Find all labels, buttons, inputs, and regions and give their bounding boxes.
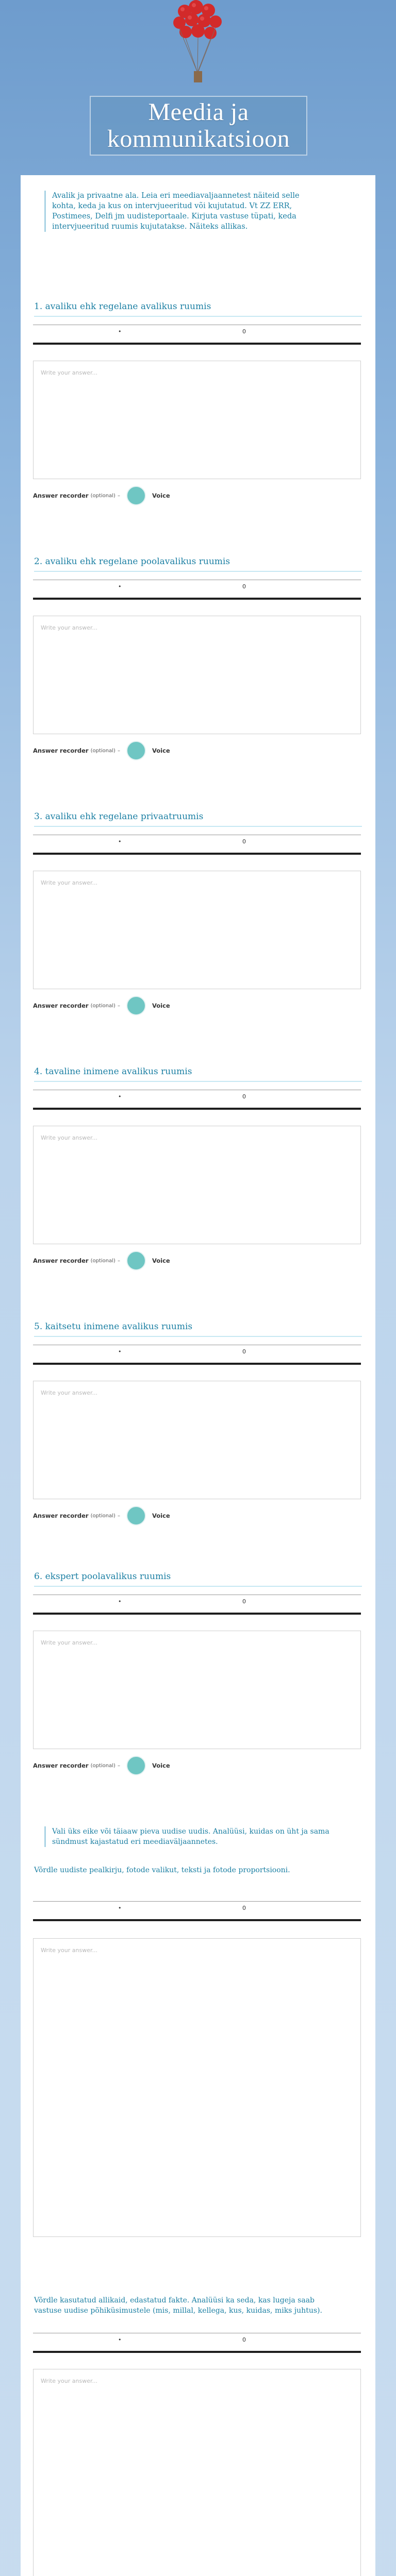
ruler-mark: 0 <box>242 328 246 335</box>
voice-label: Voice <box>152 492 170 499</box>
optional-label: (optional) <box>90 1762 116 1769</box>
ruler-mark: 0 <box>242 1598 246 1605</box>
ruler-7 <box>33 1901 361 1921</box>
ruler-mark: • <box>118 1598 122 1605</box>
answer-textarea-4[interactable]: Write your answer... <box>33 1126 361 1244</box>
ruler-mark: • <box>118 328 122 335</box>
dash: – <box>117 1003 120 1009</box>
section-title-5: 5. kaitsetu inimene avalikus ruumis <box>34 1321 193 1332</box>
prompt-sources-facts: Võrdle kasutatud allikaid, edastatud fakte. Analüüsi ka seda, kas lugeja saab vastuse uudise põhiküsimustele (mis, millal, kellega, kus, kuidas, miks juhtus). <box>34 2296 322 2315</box>
answer-textarea-8[interactable]: Write your answer... <box>33 2369 361 2576</box>
ruler-mark: • <box>118 2336 122 2343</box>
optional-label: (optional) <box>90 1003 116 1009</box>
answer-textarea-2[interactable]: Write your answer... <box>33 616 361 734</box>
answer-recorder-2[interactable] <box>33 741 170 760</box>
voice-label: Voice <box>152 1512 170 1519</box>
ruler-mark: 0 <box>242 2336 246 2343</box>
ruler-mark: 0 <box>242 838 246 845</box>
record-button[interactable] <box>126 1506 146 1526</box>
optional-label: (optional) <box>90 748 116 754</box>
section-title-2: 2. avaliku ehk regelane poolavalikus ruumis <box>34 556 230 567</box>
dash: – <box>117 493 120 499</box>
answer-textarea-5[interactable]: Write your answer... <box>33 1381 361 1499</box>
answer-textarea-6[interactable]: Write your answer... <box>33 1631 361 1749</box>
answer-recorder-3[interactable] <box>33 996 170 1015</box>
dash: – <box>117 1258 120 1264</box>
voice-label: Voice <box>152 1762 170 1769</box>
answer-recorder-label: Answer recorder <box>33 1762 89 1769</box>
dash: – <box>117 1513 120 1519</box>
ruler-mark: • <box>118 583 122 590</box>
optional-label: (optional) <box>90 1513 116 1519</box>
ruler-mark: 0 <box>242 1093 246 1100</box>
ruler-3 <box>33 835 361 855</box>
ruler-6 <box>33 1595 361 1615</box>
answer-textarea-3[interactable]: Write your answer... <box>33 871 361 989</box>
ruler-mark: • <box>118 1905 122 1911</box>
voice-label: Voice <box>152 747 170 754</box>
optional-label: (optional) <box>90 493 116 499</box>
optional-label: (optional) <box>90 1258 116 1264</box>
ruler-2 <box>33 580 361 600</box>
ruler-mark: • <box>118 1348 122 1355</box>
answer-recorder-label: Answer recorder <box>33 747 89 754</box>
dash: – <box>117 1762 120 1769</box>
ruler-mark: • <box>118 838 122 845</box>
ruler-mark: 0 <box>242 1905 246 1911</box>
ruler-mark: 0 <box>242 583 246 590</box>
answer-textarea-1[interactable]: Write your answer... <box>33 361 361 479</box>
voice-label: Voice <box>152 1257 170 1264</box>
section-title-6: 6. ekspert poolavalikus ruumis <box>34 1571 171 1582</box>
section-title-4: 4. tavaline inimene avalikus ruumis <box>34 1066 192 1077</box>
answer-recorder-label: Answer recorder <box>33 1512 89 1519</box>
ruler-1 <box>33 325 361 345</box>
answer-textarea-7[interactable]: Write your answer... <box>33 1938 361 2237</box>
page-title-box <box>90 96 307 156</box>
record-button[interactable] <box>126 1251 146 1270</box>
record-button[interactable] <box>126 996 146 1015</box>
record-button[interactable] <box>126 486 146 505</box>
prompt-headlines-photos: Võrdle uudiste pealkirju, fotode valikut, teksti ja fotode proportsiooni. <box>34 1866 290 1874</box>
ruler-8 <box>33 2333 361 2353</box>
balloons-illustration <box>165 0 231 88</box>
record-button[interactable] <box>126 1756 146 1775</box>
ruler-mark: 0 <box>242 1348 246 1355</box>
ruler-mark: • <box>118 1093 122 1100</box>
section-title-3: 3. avaliku ehk regelane privaatruumis <box>34 811 204 822</box>
prompt-news-comparison: Vali üks eike või täiaaw pieva uudise uudis. Analüüsi, kuidas on üht ja sama sündmust kajastatud eri meediaväljaannetes. <box>44 1826 341 1847</box>
ruler-4 <box>33 1090 361 1110</box>
intro-text: Avalik ja privaatne ala. Leia eri meediavaljaannetest näiteid selle kohta, keda ja kus on intervjueeritud või kujutatud. Vt ZZ ERR, Postimees, Delfi jm uudisteportaale. Kirjuta vastuse tüpati, keda intervjueeritud ruumis kujutatakse. Näiteks allikas. <box>44 191 320 232</box>
answer-recorder-5[interactable] <box>33 1506 170 1526</box>
answer-recorder-4[interactable] <box>33 1251 170 1270</box>
answer-recorder-label: Answer recorder <box>33 1257 89 1264</box>
answer-recorder-label: Answer recorder <box>33 1002 89 1009</box>
answer-recorder-label: Answer recorder <box>33 492 89 499</box>
answer-recorder-6[interactable] <box>33 1756 170 1775</box>
answer-recorder-1[interactable] <box>33 486 170 505</box>
section-title-1: 1. avaliku ehk regelane avalikus ruumis <box>34 301 211 312</box>
page-title: Meedia ja kommunikatsioon <box>107 98 290 152</box>
dash: – <box>117 748 120 754</box>
voice-label: Voice <box>152 1002 170 1009</box>
record-button[interactable] <box>126 741 146 760</box>
ruler-5 <box>33 1345 361 1365</box>
